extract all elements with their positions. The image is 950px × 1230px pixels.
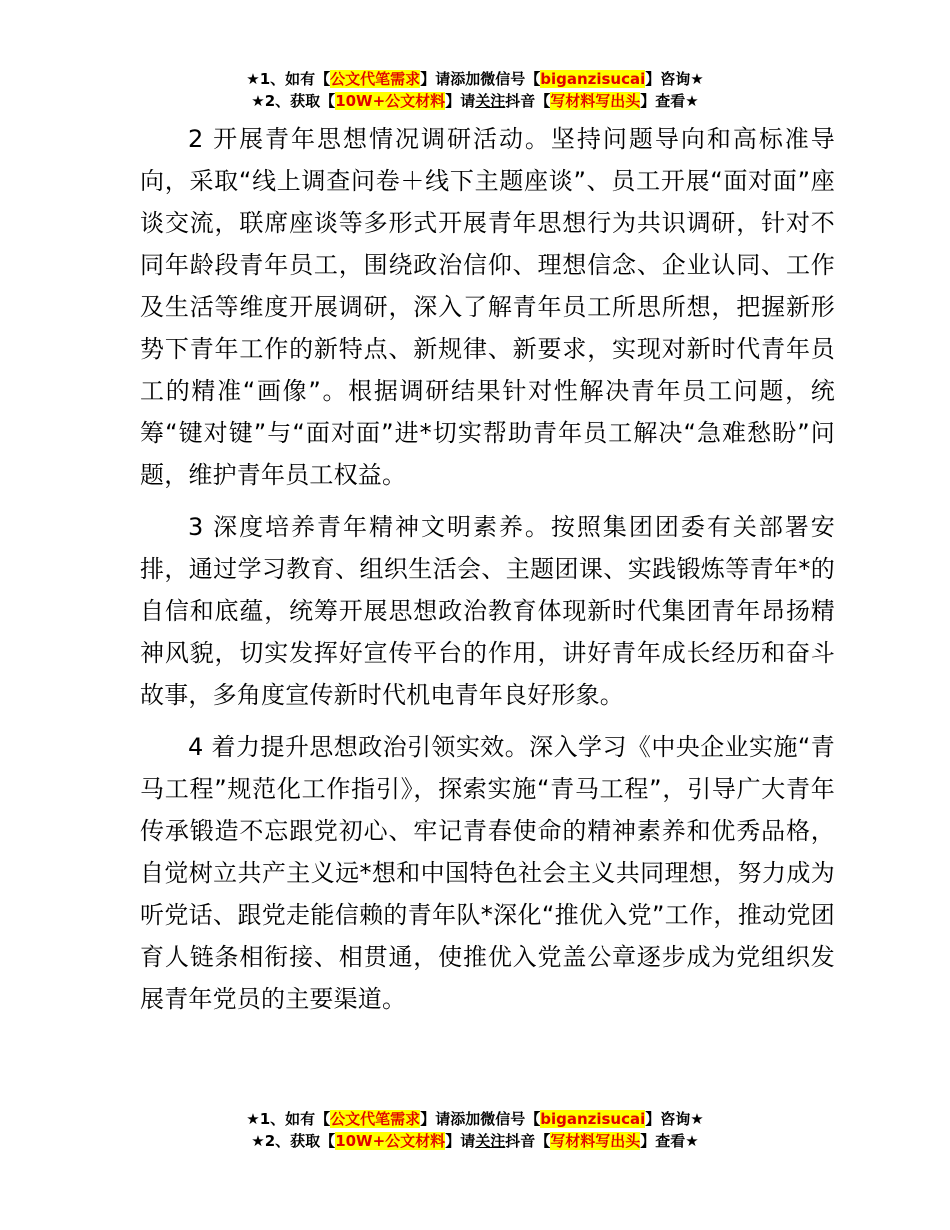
banner-highlight-materials: 10W+公文材料 — [335, 92, 446, 110]
banner-text: ★1、如有【 — [246, 1110, 331, 1128]
paragraph-4: 4 着力提升思想政治引领实效。深入学习《中央企业实施“青马工程”规范化工作指引》，探索实施“青马工程”，引导广大青年传承锻造不忘跟党初心、牢记青春使命的精神素养和优秀品格，自觉树立共产主义远*想和中国特色社会主义共同理想，努力成为听党话、跟党走能信赖的青年队*深化“推优入党”工作，推动党团育人链条相衔接、相贯通，使推优入党盖公章逐步成为党组织发展青年党员的主要渠道。 — [140, 733, 835, 1013]
banner-text: 】咨询★ — [645, 1110, 704, 1128]
footer-banner-line-1 — [0, 1108, 950, 1130]
banner-underlined-text: 关注 — [475, 1132, 506, 1150]
banner-highlight-ghostwriting: 公文代笔需求 — [330, 1110, 421, 1128]
banner-text: 】咨询★ — [645, 70, 704, 88]
header-banner-line-2 — [0, 90, 950, 112]
document-body — [140, 118, 835, 1030]
banner-text: ★2、获取【 — [251, 1132, 336, 1150]
banner-highlight-wechat-id: biganzisucai — [540, 70, 646, 88]
banner-text: 抖音【 — [505, 92, 551, 110]
paragraph-3: 3 深度培养青年精神文明素养。按照集团团委有关部署安排，通过学习教育、组织生活会、主题团课、实践锻炼等青年*的自信和底蕴，统筹开展思想政治教育体现新时代集团青年昂扬精神风貌，切实发挥好宣传平台的作用，讲好青年成长经历和奋斗故事，多角度宣传新时代机电青年良好形象。 — [140, 513, 835, 709]
banner-underlined-text: 关注 — [475, 92, 506, 110]
banner-text: ★1、如有【 — [246, 70, 331, 88]
banner-highlight-douyin: 写材料写出头 — [550, 92, 641, 110]
footer-banner — [0, 1108, 950, 1152]
banner-text: 】查看★ — [640, 92, 699, 110]
header-banner — [0, 68, 950, 112]
paragraph-2: 2 开展青年思想情况调研活动。坚持问题导向和高标准导向，采取“线上调查问卷＋线下主题座谈”、员工开展“面对面”座谈交流，联席座谈等多形式开展青年思想行为共识调研，针对不同年龄段青年员工，围绕政治信仰、理想信念、企业认同、工作及生活等维度开展调研，深入了解青年员工所思所想，把握新形势下青年工作的新特点、新规律、新要求，实现对新时代青年员工的精准“画像”。根据调研结果针对性解决青年员工问题，统筹“键对键”与“面对面”进*切实帮助青年员工解决“急难愁盼”问题，维护青年员工权益。 — [140, 125, 835, 489]
banner-text: 】请 — [445, 92, 476, 110]
footer-banner-line-2 — [0, 1130, 950, 1152]
banner-text: ★2、获取【 — [251, 92, 336, 110]
banner-text: 】请 — [445, 1132, 476, 1150]
banner-highlight-materials: 10W+公文材料 — [335, 1132, 446, 1150]
banner-text: 抖音【 — [505, 1132, 551, 1150]
banner-text: 】请添加微信号【 — [420, 70, 541, 88]
banner-highlight-douyin: 写材料写出头 — [550, 1132, 641, 1150]
banner-highlight-wechat-id: biganzisucai — [540, 1110, 646, 1128]
header-banner-line-1 — [0, 68, 950, 90]
banner-text: 】查看★ — [640, 1132, 699, 1150]
banner-text: 】请添加微信号【 — [420, 1110, 541, 1128]
banner-highlight-ghostwriting: 公文代笔需求 — [330, 70, 421, 88]
